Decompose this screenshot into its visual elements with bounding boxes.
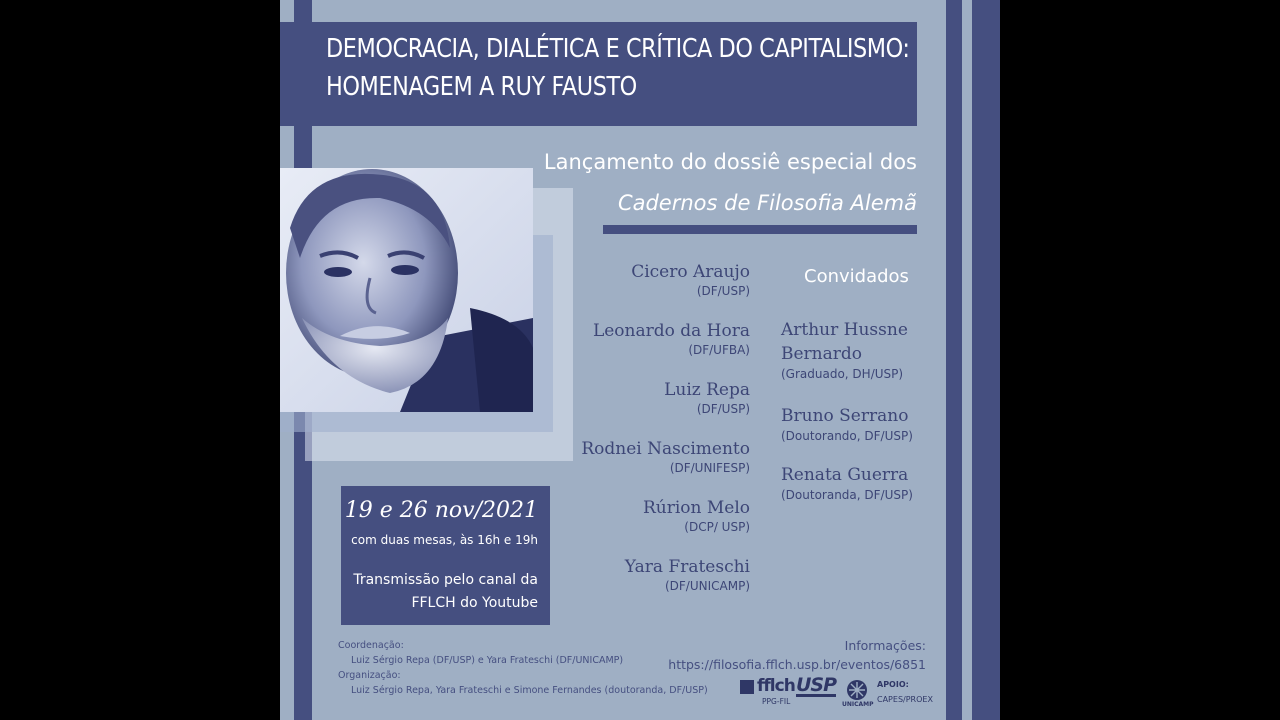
- event-poster: [280, 0, 1000, 720]
- speaker-affiliation: (DF/USP): [696, 402, 750, 416]
- fflch-logo-subtext: PPG-FIL: [762, 697, 791, 706]
- guest-affiliation: (Doutoranda, DF/USP): [781, 488, 913, 502]
- portrait-photo: [280, 168, 533, 412]
- speaker-name: Rodnei Nascimento: [581, 439, 750, 459]
- unicamp-emblem-icon: [841, 679, 873, 701]
- speaker-affiliation: (DF/UNIFESP): [669, 461, 750, 475]
- speaker-name: Leonardo da Hora: [592, 321, 750, 341]
- event-title-line1: DEMOCRACIA, DIALÉTICA E CRÍTICA DO CAPITALISMO:: [326, 34, 910, 64]
- speaker-name: Luiz Repa: [664, 380, 750, 400]
- speaker-name: Yara Frateschi: [624, 557, 750, 577]
- unicamp-logo: [841, 679, 873, 711]
- speaker-6: [625, 557, 750, 593]
- speaker-3: [664, 380, 750, 416]
- usp-logo: USP: [796, 674, 837, 696]
- fflch-mark-icon: [740, 680, 754, 694]
- event-date: 19 e 26 nov/2021: [344, 498, 538, 523]
- event-sessions: com duas mesas, às 16h e 19h: [351, 533, 538, 547]
- guest-name: Arthur Hussne: [781, 320, 908, 340]
- right-stripe-inner: [946, 0, 962, 720]
- subtitle-line2: Cadernos de Filosofia Alemã: [617, 191, 917, 215]
- schedule-box: [341, 486, 550, 625]
- guest-3: [781, 465, 913, 502]
- guest-1: [781, 320, 908, 381]
- subtitle-line1: Lançamento do dossiê especial dos: [543, 150, 917, 174]
- support-label: APOIO:: [877, 680, 909, 689]
- speaker-1: [631, 262, 750, 298]
- subtitle-rule: [603, 225, 917, 234]
- speaker-5: [643, 498, 750, 534]
- speaker-affiliation: (DF/UNICAMP): [664, 579, 750, 593]
- coordination-label: Coordenação:: [338, 640, 404, 651]
- broadcast-line1: Transmissão pelo canal da: [353, 572, 538, 588]
- fflch-logo: [740, 676, 795, 708]
- guest-2: [781, 406, 913, 443]
- event-subtitle: [544, 142, 917, 224]
- speaker-name: Cicero Araujo: [631, 262, 750, 282]
- left-stripe-top: [294, 0, 312, 22]
- speaker-affiliation: (DCP/ USP): [684, 520, 750, 534]
- unicamp-logo-text: UNICAMP: [842, 701, 874, 708]
- guest-name-cont: Bernardo: [781, 344, 863, 364]
- speaker-name: Rúrion Melo: [642, 498, 750, 518]
- coordination-text: Luiz Sérgio Repa (DF/USP) e Yara Frateschi (DF/UNICAMP): [351, 655, 624, 666]
- event-title-line2: HOMENAGEM A RUY FAUSTO: [326, 72, 637, 102]
- support-text: CAPES/PROEX: [877, 695, 933, 704]
- guests-heading: Convidados: [804, 266, 909, 287]
- info-url[interactable]: https://filosofia.fflch.usp.br/eventos/6851: [668, 657, 926, 672]
- fflch-logo-text: fflch: [757, 676, 795, 696]
- speaker-affiliation: (DF/USP): [696, 284, 750, 298]
- speaker-2: [593, 321, 750, 357]
- broadcast-line2: FFLCH do Youtube: [411, 595, 538, 611]
- event-title: [326, 30, 910, 106]
- guest-name: Renata Guerra: [781, 465, 909, 485]
- guest-affiliation: (Doutorando, DF/USP): [781, 429, 913, 443]
- speaker-4: [581, 439, 750, 475]
- guest-affiliation: (Graduado, DH/USP): [781, 367, 904, 381]
- organization-label: Organização:: [338, 670, 401, 681]
- organization-text: Luiz Sérgio Repa, Yara Frateschi e Simone Fernandes (doutoranda, DF/USP): [351, 685, 708, 696]
- guest-name: Bruno Serrano: [781, 406, 909, 426]
- speaker-affiliation: (DF/UFBA): [688, 343, 750, 357]
- info-label: Informações:: [844, 638, 926, 653]
- right-stripe-outer: [972, 0, 1000, 720]
